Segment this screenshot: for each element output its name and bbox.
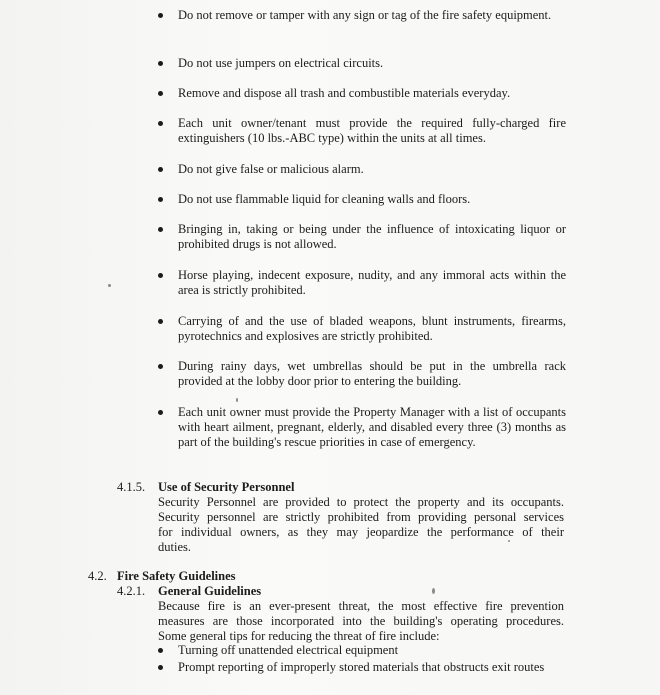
section-number: 4.1.5. (117, 480, 146, 494)
section-title: Use of Security Personnel (158, 480, 295, 494)
bullet-icon (158, 410, 163, 415)
list-item (158, 314, 566, 344)
bullet-icon (158, 648, 163, 653)
paragraph-line: Security personnel are strictly prohibited from providing personal services (158, 510, 564, 524)
tip-text: Prompt reporting of improperly stored materials that obstructs exit routes (178, 660, 545, 674)
bullet-icon (158, 197, 163, 202)
rule-text: Carrying of and the use of bladed weapons, blunt instruments, firearms, pyrotechnics and explosives are strictly prohibited. (178, 314, 566, 343)
bullet-icon (158, 364, 163, 369)
rule-text: Do not give false or malicious alarm. (178, 162, 364, 176)
rule-text: Do not use flammable liquid for cleaning walls and floors. (178, 192, 471, 206)
paragraph-line: measures are those incorporated into the building's operating procedures. (158, 614, 564, 628)
list-item (158, 192, 566, 207)
bullet-icon (158, 167, 163, 172)
rule-text: Do not remove or tamper with any sign or tag of the fire safety equipment. (178, 8, 552, 22)
rule-text: Remove and dispose all trash and combustible materials everyday. (178, 86, 511, 100)
bullet-icon (158, 319, 163, 324)
bullet-icon (158, 273, 163, 278)
list-item (158, 405, 566, 450)
bullet-icon (158, 665, 163, 670)
rule-text: During rainy days, wet umbrellas should be put in the umbrella rack provided at the lobby door prior to entering the building. (178, 359, 566, 388)
list-item (158, 56, 566, 71)
rule-text: Do not use jumpers on electrical circuits. (178, 56, 384, 70)
list-item (158, 359, 566, 389)
bullet-icon (158, 61, 163, 66)
bullet-icon (158, 91, 163, 96)
bullet-icon (158, 121, 163, 126)
paragraph-line: Because fire is an ever-present threat, the most effective fire prevention (158, 599, 564, 613)
general-tips-list (158, 643, 566, 677)
security-paragraph (158, 495, 564, 555)
bullet-icon (158, 227, 163, 232)
guidelines-paragraph (158, 599, 564, 644)
list-item (158, 660, 566, 675)
scan-speck (432, 588, 435, 594)
paragraph-line: Some general tips for reducing the threat of fire include: (158, 629, 440, 643)
rule-text: Each unit owner must provide the Property Manager with a list of occupants with heart ailment, pregnant, elderly, and disabled every three (3) months as part of the building's rescue priorities in case of emergency. (178, 405, 566, 449)
bullet-icon (158, 13, 163, 18)
scan-speck (236, 398, 238, 402)
rule-text: Bringing in, taking or being under the influence of intoxicating liquor or prohibited drugs is not allowed. (178, 222, 566, 251)
paragraph-line: Security Personnel are provided to protect the property and its occupants. (158, 495, 564, 509)
list-item (158, 116, 566, 146)
list-item (158, 86, 566, 101)
section-number: 4.2.1. (117, 584, 146, 598)
list-item (158, 222, 566, 252)
list-item (158, 643, 566, 658)
paragraph-line: duties. (158, 540, 191, 554)
scan-speck (108, 284, 111, 287)
tip-text: Turning off unattended electrical equipment (178, 643, 399, 657)
scan-speck (508, 540, 510, 542)
list-item (158, 268, 566, 298)
list-item (158, 8, 566, 23)
rule-text: Horse playing, indecent exposure, nudity, and any immoral acts within the area is strictly prohibited. (178, 268, 566, 297)
list-item (158, 162, 566, 177)
rule-text: Each unit owner/tenant must provide the required fully-charged fire extinguishers (10 lbs.-ABC type) within the units at all times. (178, 116, 566, 145)
section-title: Fire Safety Guidelines (117, 569, 236, 583)
section-number: 4.2. (88, 569, 107, 583)
section-title: General Guidelines (158, 584, 262, 598)
paragraph-line: for individual owners, as they may jeopardize the performance of their (158, 525, 564, 539)
